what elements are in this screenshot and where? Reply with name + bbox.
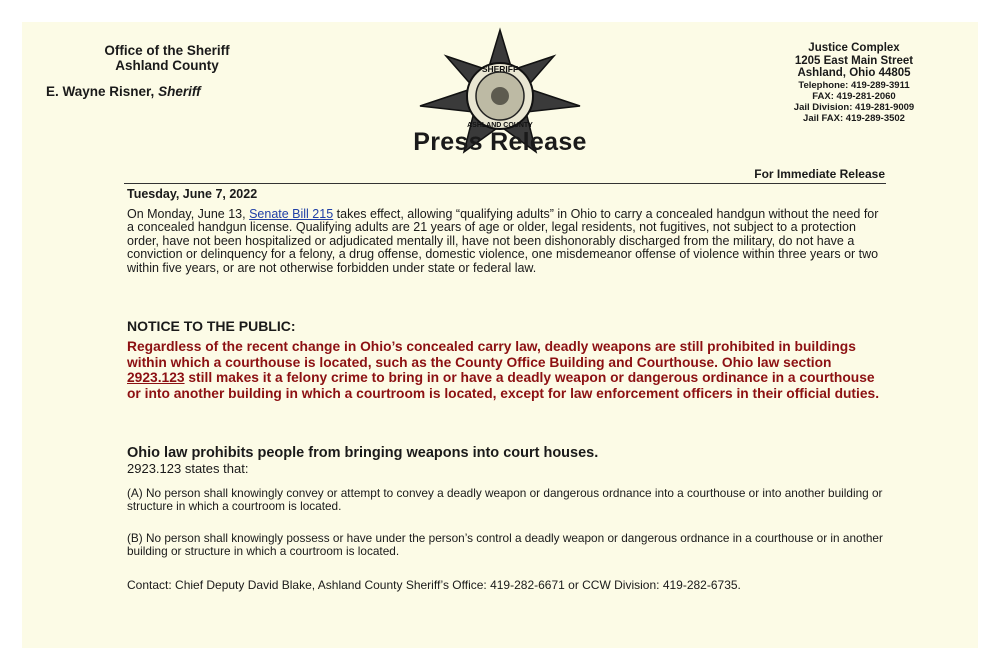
divider	[124, 183, 886, 184]
badge-bottom-text: ASHLAND COUNTY	[467, 122, 533, 129]
law-section-link[interactable]: 2923.123	[127, 370, 185, 386]
contact-info: Contact: Chief Deputy David Blake, Ashland County Sheriff’s Office: 419-282-6671 or CCW Division: 419-282-6735.	[127, 578, 741, 592]
notice-heading: NOTICE TO THE PUBLIC:	[127, 318, 296, 334]
sheriff-name-text: E. Wayne Risner,	[46, 84, 155, 99]
page-title: Press Release	[413, 128, 587, 156]
fax: FAX: 419-281-2060	[812, 90, 896, 102]
clause-b: (B) No person shall knowingly possess or have under the person’s control a deadly weapon or dangerous ordnance in a courthouse or in another building or structure in which a courtroom is located.	[127, 531, 883, 558]
badge-top-text: SHERIFF	[481, 64, 519, 74]
intro-text-end: takes effect, allowing “qualifying adults” in Ohio to carry a concealed handgun without the need for a concealed handgun license. Qualifying adults are 21 years of age or older, legal residents, not fugitives, not subject to a protection order, have not been hospitalized or adjudicated mentally ill, have not been dishonorably discharged from the military, do not have a conviction or delinquency for a felony, a drug offense, domestic violence, one misdemeanor offense of violence within three years or two within five years, or are not otherwise forbidden under state or federal law.	[127, 207, 879, 275]
jail-fax: Jail FAX: 419-289-3502	[803, 112, 905, 124]
intro-paragraph	[127, 208, 887, 275]
address-line-1: Justice Complex	[808, 42, 900, 54]
address-line-3: Ashland, Ohio 44805	[797, 67, 911, 79]
address-block	[738, 42, 970, 124]
senate-bill-link[interactable]: Senate Bill 215	[249, 207, 334, 221]
intro-text-start: On Monday, June 13,	[127, 207, 250, 221]
notice-text-start: Regardless of the recent change in Ohio’s concealed carry law, deadly weapons are still prohibited in buildings within which a courthouse is located, such as the County Office Building and Courthouse. Ohio law section	[127, 339, 856, 370]
notice-body	[127, 339, 887, 401]
sheriff-title: Sheriff	[158, 84, 201, 99]
address-line-2: 1205 East Main Street	[794, 54, 914, 67]
release-label: For Immediate Release	[754, 167, 885, 181]
office-name: Office of the Sheriff	[104, 43, 230, 58]
clause-a: (A) No person shall knowingly convey or attempt to convey a deadly weapon or dangerous ordnance into a courthouse or into another building or structure in which a courtroom is located.	[127, 486, 883, 513]
sheriff-name	[46, 84, 201, 99]
press-release-page	[22, 22, 978, 648]
telephone: Telephone: 419-289-3911	[798, 79, 910, 91]
ohio-law-heading: Ohio law prohibits people from bringing weapons into court houses.	[127, 445, 599, 461]
county-name: Ashland County	[115, 58, 219, 73]
notice-text-end: still makes it a felony crime to bring in or have a deadly weapon or dangerous ordinance in a courthouse or into another building in which a courtroom is located, except for law enforcement officers in their official duties.	[127, 370, 880, 401]
release-date: Tuesday, June 7, 2022	[127, 187, 258, 201]
jail-division: Jail Division: 419-281-9009	[793, 101, 915, 113]
statute-intro: 2923.123 states that:	[127, 461, 249, 476]
office-heading	[67, 43, 267, 73]
